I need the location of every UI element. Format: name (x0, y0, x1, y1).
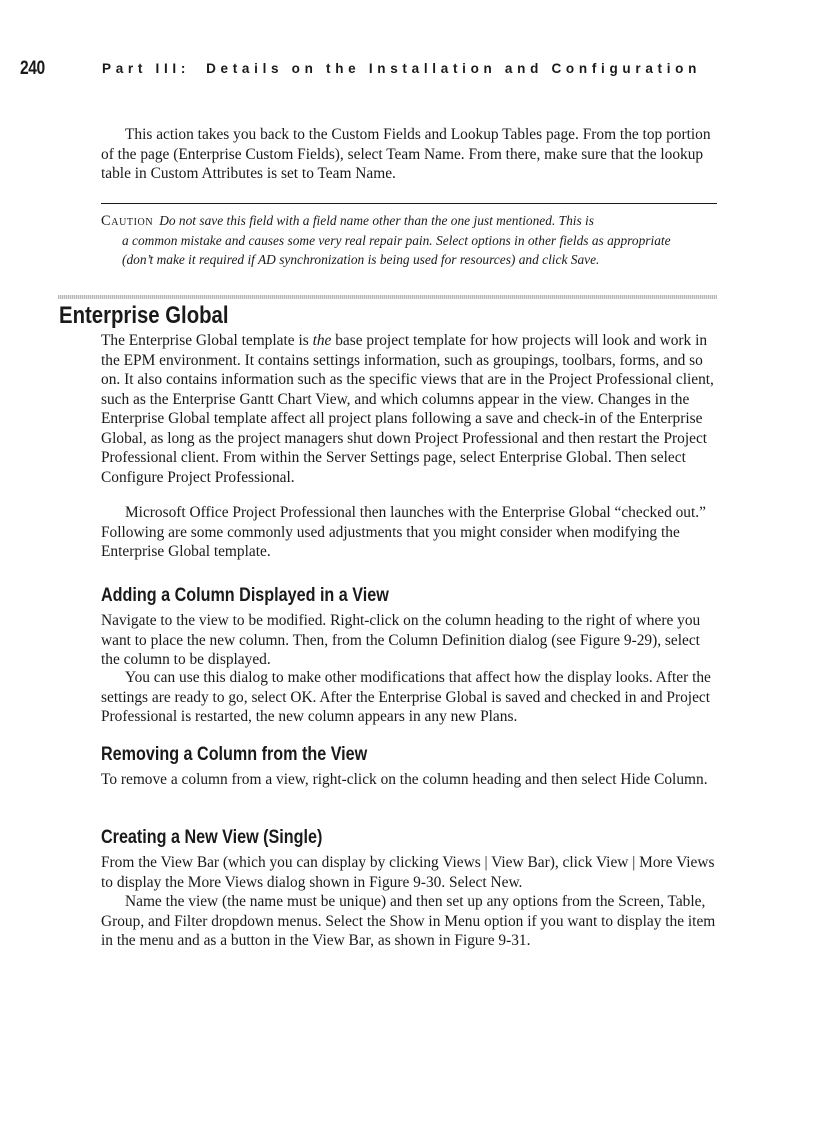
subsection-heading-remove-column: Removing a Column from the View (101, 744, 368, 765)
new-view-p2-text: Name the view (the name must be unique) and then set up any options from the Screen, Table, Group, and Filter dropdown menus. Select the Show in Menu option if you want to display the item in the menu and as a button in the View Bar, as shown in Figure 9-31. (101, 893, 716, 949)
section-p1-after: base project template for how projects will look and work in the EPM environment. It contains settings information, such as groupings, toolbars, forms, and so on. It also contains information such as the specific views that are in the Project Professional client, such as the Enterprise Gantt Chart View, and which columns appear in the view. Changes in the Enterprise Global template affect all project plans following a save and check-in of the Enterprise Global, as long as the project managers shut down Project Professional and then restart the Project Professional client. From within the Server Settings page, select Enterprise Global. Then select Configure Project Professional. (101, 332, 714, 486)
part-title: Details on the Installation and Configuration (206, 61, 702, 76)
caution-rule (101, 203, 717, 204)
caution-line-1: Do not save this field with a field name other than the one just mentioned. This is (159, 213, 594, 228)
section-p1-emphasis: the (312, 332, 332, 349)
add-column-p2-text: You can use this dialog to make other modifications that affect how the display looks. After the settings are ready to go, select OK. After the Enterprise Global is saved and checked in and Project Professional is restarted, the new column appears in any new Plans. (101, 669, 711, 725)
subsection-heading-add-column: Adding a Column Displayed in a View (101, 585, 389, 606)
section-p1-before: The Enterprise Global template is (101, 332, 313, 349)
add-column-paragraph-1 (101, 611, 717, 670)
section-paragraph-1 (101, 331, 717, 487)
new-view-p1-text: From the View Bar (which you can display by clicking Views | View Bar), click View | More Views to display the More Views dialog shown in Figure 9-30. Select New. (101, 854, 715, 891)
remove-column-p1-text: To remove a column from a view, right-click on the column heading and then select Hide Column. (101, 771, 708, 788)
caution-note (101, 211, 717, 269)
running-head (102, 61, 701, 76)
add-column-paragraph-2 (101, 668, 717, 727)
add-column-p1-text: Navigate to the view to be modified. Right-click on the column heading to the right of where you want to place the new column. Then, from the Column Definition dialog (see Figure 9-29), select the column to be displayed. (101, 612, 701, 668)
intro-paragraph (101, 125, 717, 184)
caution-label: Caution (101, 213, 154, 229)
new-view-paragraph-2 (101, 892, 717, 951)
intro-text: This action takes you back to the Custom Fields and Lookup Tables page. From the top portion of the page (Enterprise Custom Fields), select Team Name. From there, make sure that the lookup table in Custom Attributes is set to Team Name. (101, 126, 711, 182)
caution-line-2: a common mistake and causes some very real repair pain. Select options in other fields as appropriate (122, 233, 671, 248)
new-view-paragraph-1 (101, 853, 717, 892)
remove-column-paragraph (101, 770, 717, 790)
subsection-heading-new-view: Creating a New View (Single) (101, 827, 323, 848)
section-p2-text: Microsoft Office Project Professional then launches with the Enterprise Global “checked out.” Following are some commonly used adjustments that you might consider when modifying the Enterprise Global template. (101, 504, 706, 560)
section-divider (58, 295, 717, 299)
section-paragraph-2 (101, 503, 717, 562)
part-label: Part III: (102, 61, 191, 76)
page-number: 240 (20, 58, 45, 79)
section-heading: Enterprise Global (59, 302, 229, 329)
caution-line-3: (don’t make it required if AD synchronization is being used for resources) and click Save. (122, 252, 600, 267)
